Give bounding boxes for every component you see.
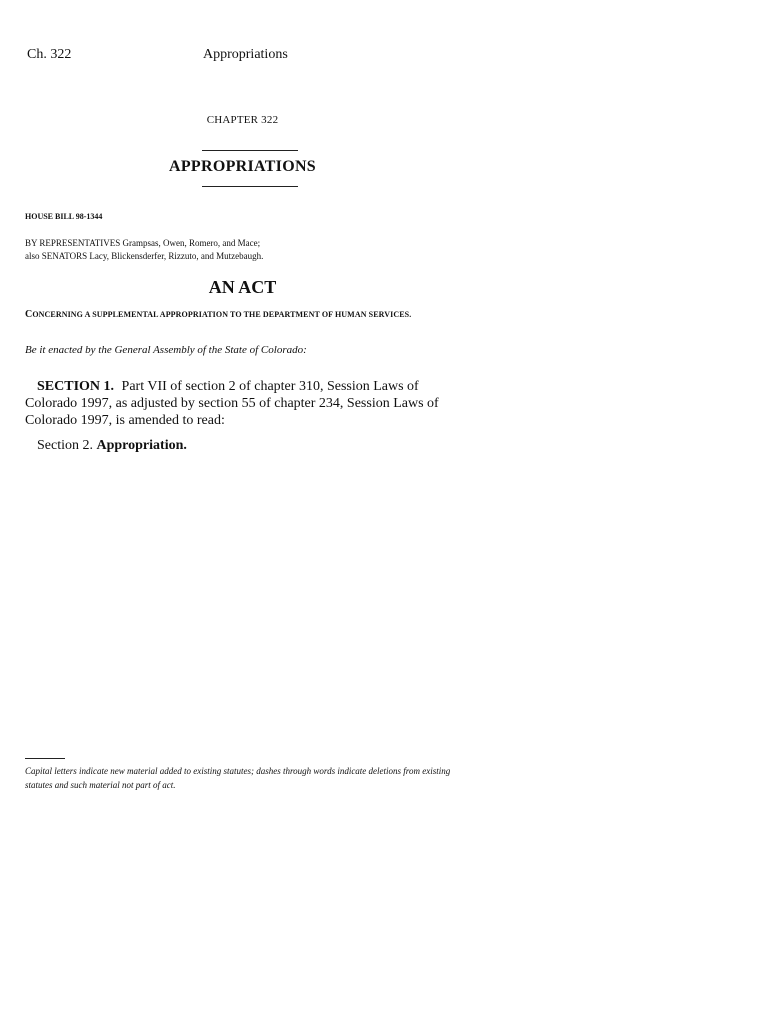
running-head-chapter: Ch. 322: [27, 47, 72, 62]
sponsors-senators: also SENATORS Lacy, Blickensderfer, Rizzuto, and Mutzebaugh.: [25, 251, 264, 261]
bill-number: HOUSE BILL 98-1344: [25, 212, 103, 221]
section-2-heading: [37, 438, 187, 454]
title-rule-top: [202, 150, 298, 151]
sponsors-representatives: BY REPRESENTATIVES Grampsas, Owen, Romero, and Mace;: [25, 238, 261, 248]
page-title: APPROPRIATIONS: [168, 158, 317, 175]
concerning-title: [25, 309, 411, 320]
sponsors-block: [25, 237, 263, 263]
title-rule-bottom: [202, 186, 298, 187]
chapter-label: CHAPTER 322: [206, 114, 279, 126]
footnote-rule: [25, 758, 65, 759]
section-1-paragraph: [25, 378, 470, 429]
concerning-text: ONCERNING A SUPPLEMENTAL APPROPRIATION TO THE DEPARTMENT OF HUMAN SERVICES.: [32, 310, 412, 319]
section-1-label: SECTION 1.: [37, 379, 115, 394]
section-2-label: Section 2.: [37, 438, 93, 453]
concerning-initial: C: [25, 309, 33, 320]
act-heading: AN ACT: [208, 277, 277, 297]
footnote: Capital letters indicate new material added to existing statutes; dashes through words indicate deletions from existing statutes and such material not part of act.: [25, 766, 451, 790]
section-1-text: Part VII of section 2 of chapter 310, Session Laws of Colorado 1997, as adjusted by section 55 of chapter 234, Session Laws of Colorado 1997, is amended to read:: [25, 379, 439, 428]
enacting-clause: Be it enacted by the General Assembly of the State of Colorado:: [25, 344, 307, 356]
running-head-title: Appropriations: [203, 47, 288, 62]
section-2-title: Appropriation.: [96, 438, 187, 453]
